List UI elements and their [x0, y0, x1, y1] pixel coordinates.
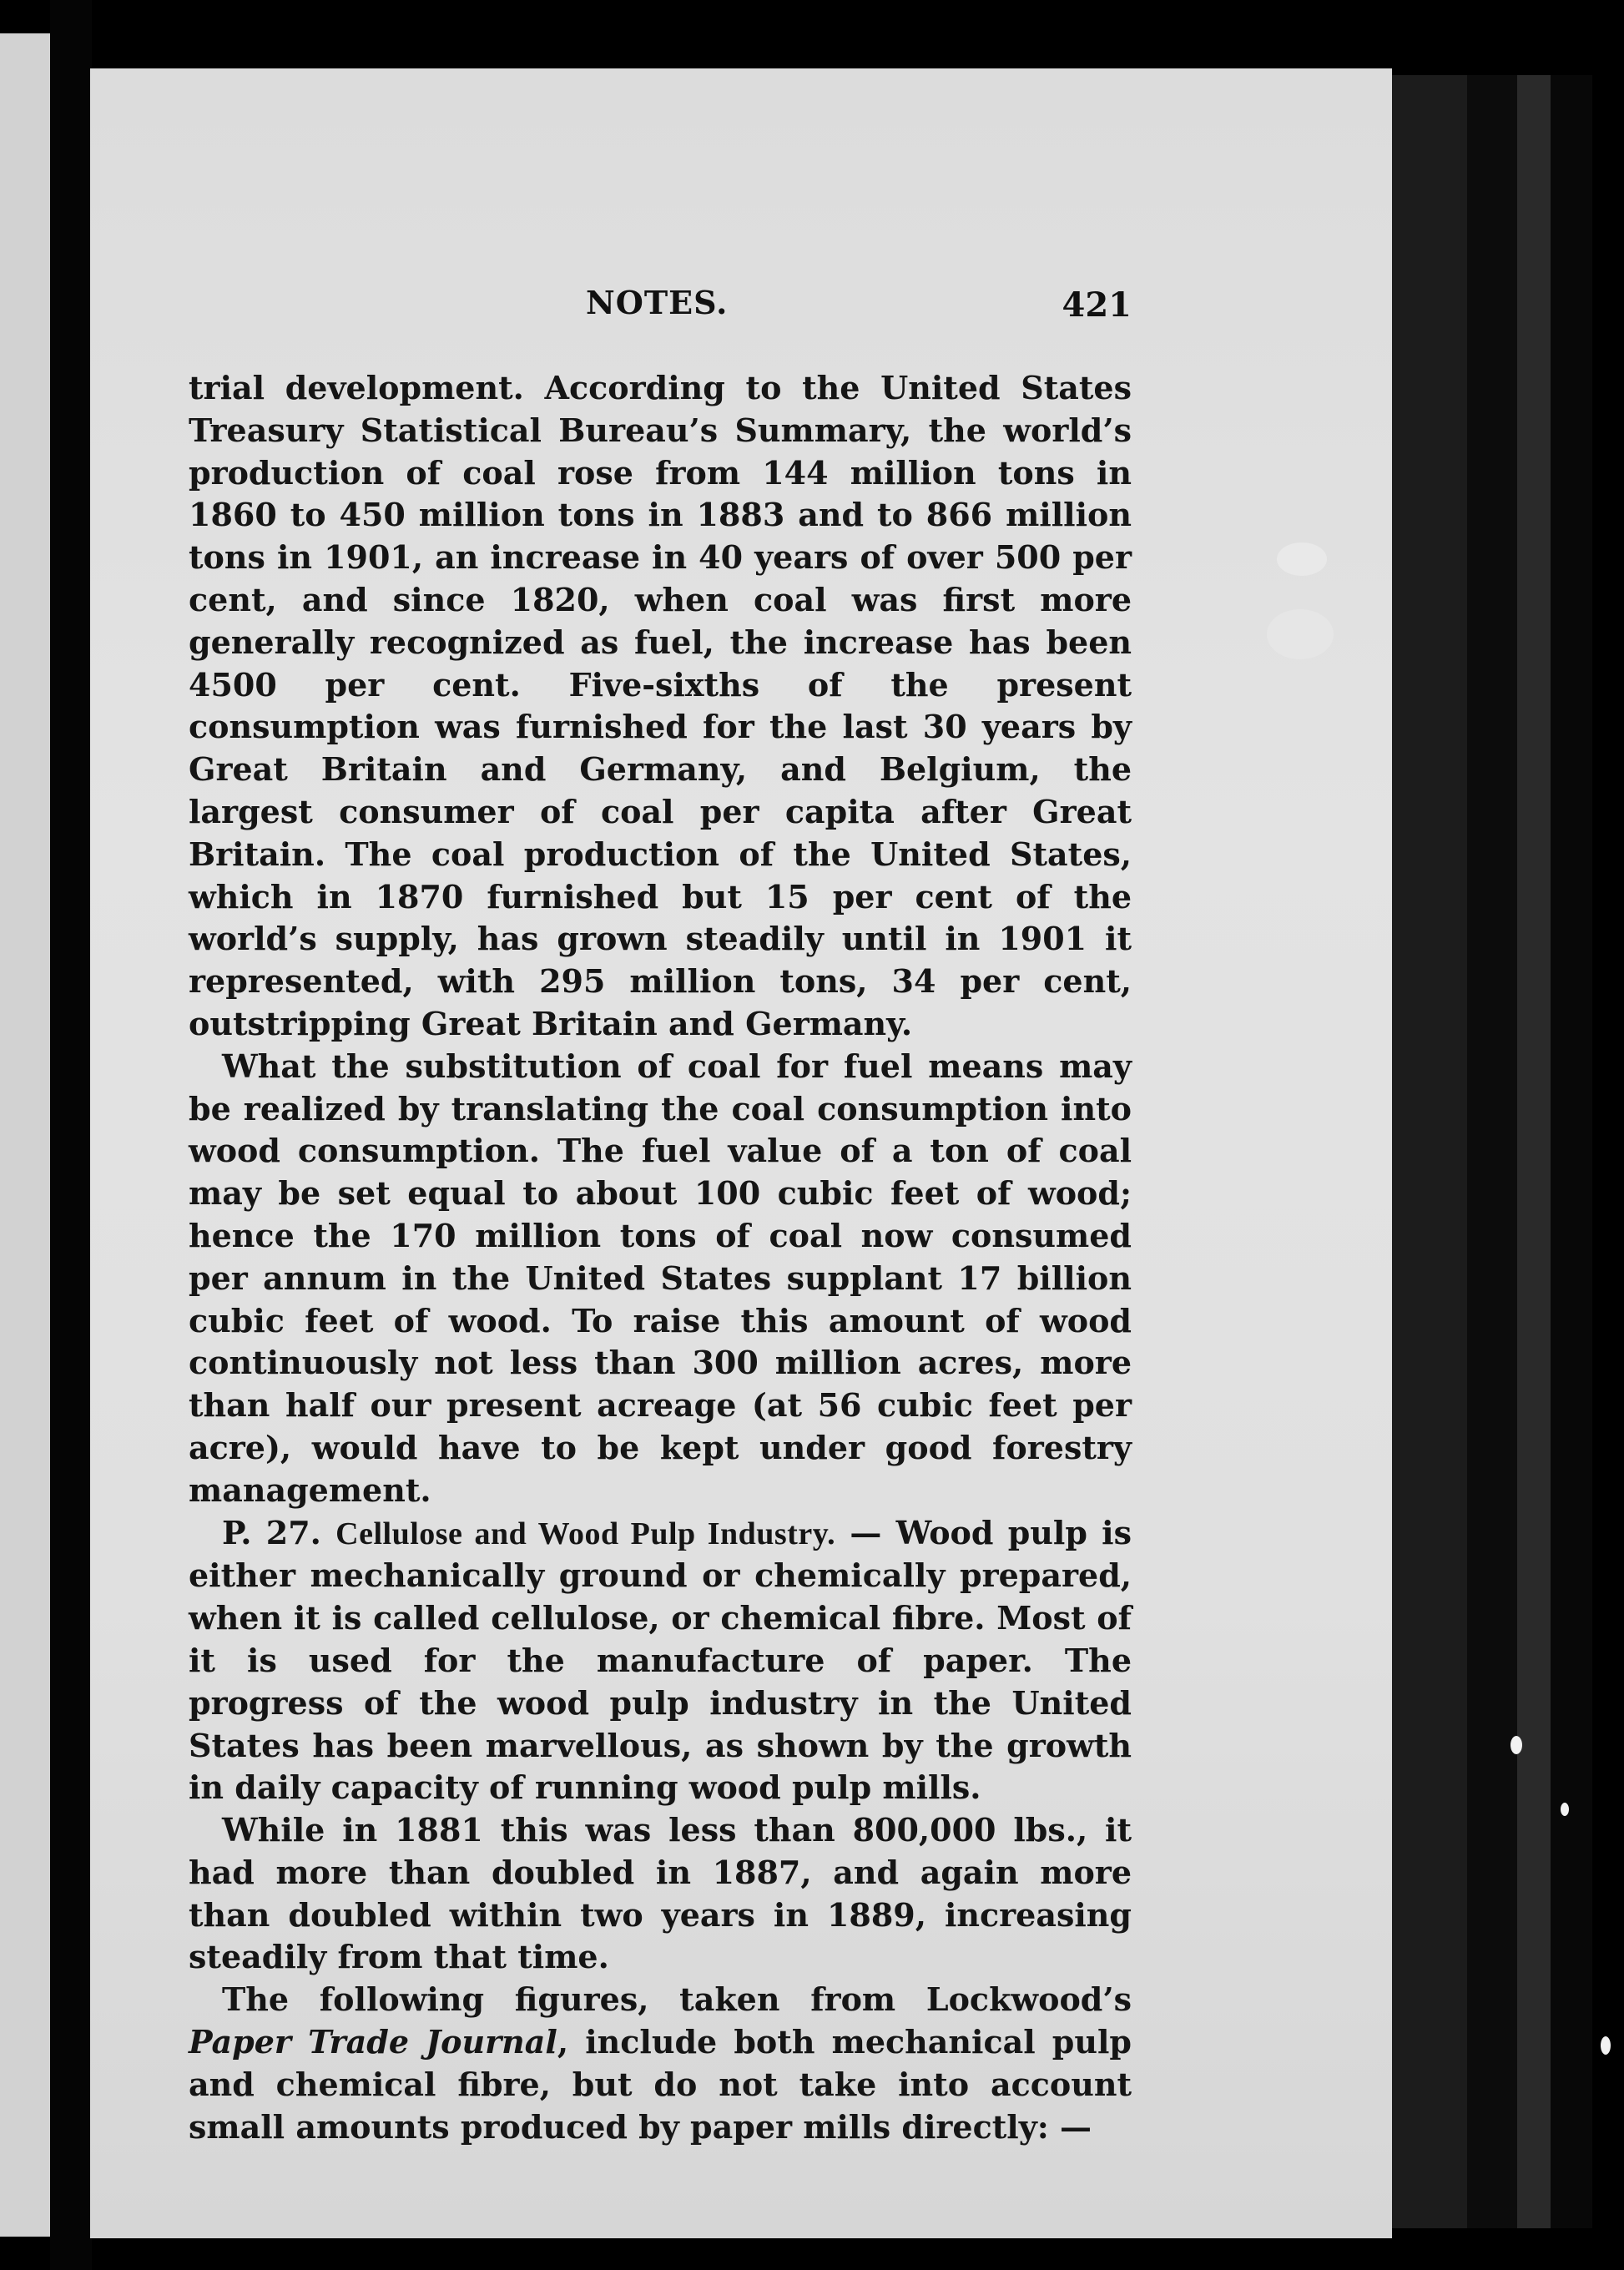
left-page-edge [0, 33, 50, 2237]
paragraph-text: The following figures, taken from Lockwood’s [222, 1980, 1132, 2019]
page-edge-shadow [1392, 75, 1467, 2228]
paragraph: trial development. According to the United States Treasury Statistical Bureau’s Summary, the world’s production of coal rose from 144 million tons in 1860 to 450 million tons in 1883 and to 866 million tons in 1901, an increase in 40 years of over 500 per cent, and since 1820, when coal was first more generally recognized as fuel, the increase has been 4500 per cent. Five-sixths of the present consumption was furnished for the last 30 years by Great Britain and Germany, and Belgium, the largest consumer of coal per capita after Great Britain. The coal production of the United States, which in 1870 furnished but 15 per cent of the world’s supply, has grown steadily until in 1901 it represented, with 295 million tons, 34 per cent, outstripping Great Britain and Germany. [189, 369, 1132, 1042]
journal-title: Paper Trade Journal [189, 2023, 557, 2061]
paragraph: What the substitution of coal for fuel means may be realized by translating the coal consumption into wood consumption. The fuel value of a ton of coal may be set equal to about 100 cubic feet of wood; hence the 170 million tons of coal now consumed per annum in the United States supplant 17 billion cubic feet of wood. To raise this amount of wood continuously not less than 300 million acres, more than half our present acreage (at 56 cubic feet per acre), would have to be kept under good forestry management. [189, 1047, 1132, 1509]
page-edge-shadow [1467, 75, 1517, 2228]
running-head-title: NOTES. [586, 284, 729, 321]
paragraph-text: — Wood pulp is either mechanically ground or chemically prepared, when it is called cellulose, or chemical fibre. Most of it is used for the manufacture of paper. The progress of the wood pulp industry in the United States has been marvellous, as shown by the growth in daily capacity of running wood pulp mills. [189, 1513, 1132, 1807]
page-edge-shadow [1517, 75, 1551, 2228]
page-reference: P. 27. [222, 1513, 321, 1551]
paragraph: While in 1881 this was less than 800,000 lbs., it had more than doubled in 1887, and again more than doubled within two years in 1889, increasing steadily from that time. [189, 1811, 1132, 1976]
page-number: 421 [1062, 285, 1132, 325]
paragraph [189, 1979, 1132, 2148]
paragraph [189, 1512, 1132, 1810]
left-gutter [50, 0, 92, 2270]
page-edge-shadow [1551, 75, 1592, 2228]
paper-blemish [1561, 1803, 1569, 1816]
paper-blemish [1601, 2036, 1611, 2055]
paper-blemish [1511, 1736, 1522, 1754]
running-head [189, 284, 1132, 334]
paragraph-text: , include both mechanical pulp and chemical fibre, but do not take into account small amounts produced by paper mills directly: — [189, 2023, 1132, 2146]
paper-blemish [1267, 609, 1334, 659]
section-heading: Cellulose and Wood Pulp Industry. [335, 1516, 836, 1551]
paper-blemish [1277, 542, 1327, 576]
body-text [189, 367, 1132, 2148]
page-edge-shadow [1592, 75, 1624, 2228]
